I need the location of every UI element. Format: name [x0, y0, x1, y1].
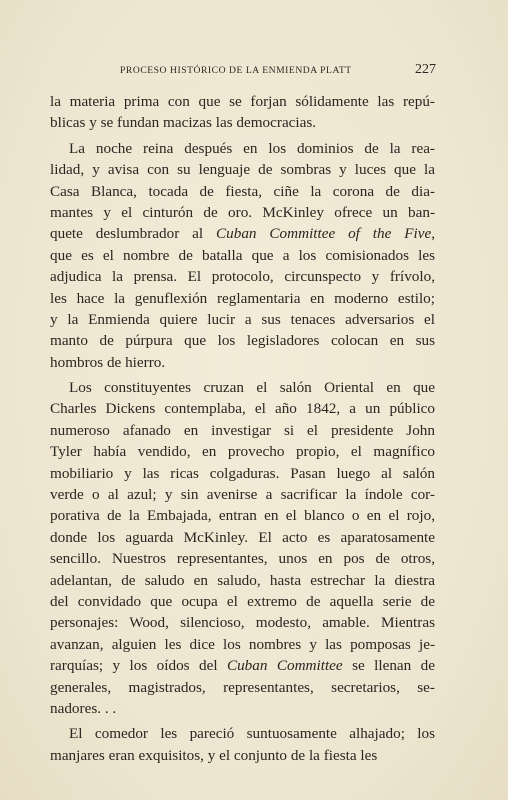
- text-line: Los constituyentes cruzan el salón Oriental en que: [69, 379, 435, 397]
- text-line: El comedor les pareció suntuosamente alhajado; los: [69, 725, 435, 743]
- text-line: rarquías; y los oídos del Cuban Committee se llenan de: [50, 657, 435, 675]
- text-line: Charles Dickens contemplaba, el año 1842, a un público: [50, 400, 435, 418]
- italic-phrase: Cuban Committee of the Five,: [216, 225, 435, 243]
- paragraph: [50, 138, 435, 373]
- body-text: [50, 91, 435, 766]
- text-line: adelantan, de saludo en saludo, hasta estrechar la diestra: [50, 571, 435, 589]
- text-line: mantes y el cinturón de oro. McKinley ofrece un ban-: [50, 203, 435, 221]
- text-line: blicas y se fundan macizas las democracias.: [50, 114, 317, 132]
- text-line: les hace la genuflexión reglamentaria en moderno estilo;: [50, 289, 435, 307]
- text-line: hombros de hierro.: [50, 353, 166, 371]
- text-line: que es el nombre de batalla que a los comisionados les: [50, 246, 435, 264]
- text-line: donde los aguarda McKinley. El acto es aparatosamente: [50, 528, 435, 546]
- text-line: del convidado que ocupa el extremo de aquella serie de: [50, 592, 435, 610]
- text-line: nadores. . .: [50, 699, 117, 717]
- text-line: mobiliario y las ricas colgaduras. Pasan luego al salón: [50, 464, 435, 482]
- text-line: manjares eran exquisitos, y el conjunto de la fiesta les: [50, 746, 378, 764]
- running-head: [50, 62, 436, 82]
- text-line: avanzan, alguien les dice los nombres y las pomposas je-: [50, 635, 435, 653]
- text-line: manto de púrpura que los legisladores colocan en sus: [50, 332, 435, 350]
- text-line: lidad, y avisa con su lenguaje de sombras y luces que la: [50, 161, 435, 179]
- paragraph: [50, 377, 435, 719]
- text-line: sencillo. Nuestros representantes, unos en pos de otros,: [50, 550, 435, 568]
- text-line: Tyler había vendido, en provecho propio, el magnífico: [50, 443, 435, 461]
- text-line: la materia prima con que se forjan sólidamente las repú-: [50, 93, 435, 110]
- running-title: PROCESO HISTÓRICO DE LA ENMIENDA PLATT: [120, 65, 352, 76]
- text-line: y la Enmienda quiere lucir a sus tenaces adversarios el: [50, 310, 435, 328]
- italic-phrase: Cuban Committee: [226, 657, 343, 675]
- text-line: La noche reina después en los dominios de la rea-: [69, 139, 435, 157]
- paragraph: [50, 91, 435, 134]
- text-line: personajes: Wood, silencioso, modesto, amable. Mientras: [50, 614, 435, 632]
- text-line: Casa Blanca, tocada de fiesta, ciñe la corona de dia-: [50, 182, 435, 200]
- page-number: 227: [415, 62, 436, 77]
- text-line: adjudica la prensa. El protocolo, circunspecto y frívolo,: [50, 268, 435, 286]
- text-line: quete deslumbrador al Cuban Committee of the Five,: [50, 225, 435, 243]
- text-line: porativa de la Embajada, entran en el blanco o en el rojo,: [50, 507, 435, 525]
- text-line: generales, magistrados, representantes, secretarios, se-: [50, 678, 435, 696]
- text-line: numeroso afanado en investigar si el presidente John: [50, 421, 435, 439]
- paragraph: [50, 723, 435, 766]
- text-line: verde o al azul; y sin avenirse a sacrificar la índole cor-: [50, 486, 435, 504]
